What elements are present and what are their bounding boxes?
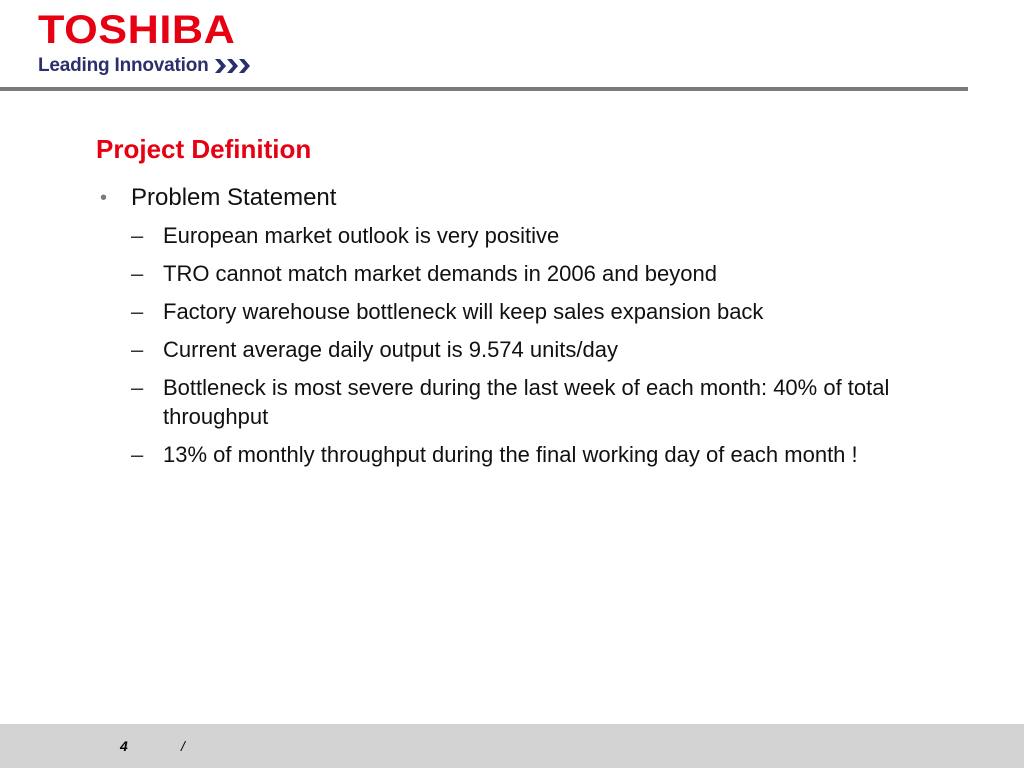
sub-bullet-list [100, 221, 970, 469]
dash-marker: – [131, 442, 144, 467]
list-item [131, 440, 970, 469]
bullet-text: TRO cannot match market demands in 2006 and beyond [163, 261, 717, 286]
page-number: 4 [120, 738, 128, 754]
list-item [131, 373, 970, 431]
bullet-text: 13% of monthly throughput during the final working day of each month ! [163, 442, 858, 467]
footer-bar [0, 724, 1024, 768]
header-divider [0, 87, 968, 91]
tagline-text: Leading Innovation [38, 55, 209, 76]
list-item [100, 183, 970, 213]
bullet-text: Bottleneck is most severe during the last week of each month: 40% of total throughput [163, 375, 890, 429]
page-title: Project Definition [96, 134, 312, 164]
bullet-marker: • [100, 187, 108, 209]
toshiba-logo [38, 8, 236, 52]
dash-marker: – [131, 261, 144, 286]
dash-marker: – [131, 375, 144, 400]
dash-marker: – [131, 223, 144, 248]
bullet-text: Current average daily output is 9.574 units/day [163, 337, 618, 362]
bullet-text: Problem Statement [131, 184, 337, 211]
tagline [38, 55, 253, 77]
bullet-text: European market outlook is very positive [163, 223, 560, 248]
dash-marker: – [131, 299, 144, 324]
list-item [131, 221, 970, 250]
page-separator: / [181, 738, 185, 754]
list-item [131, 297, 970, 326]
slide-content [100, 183, 970, 478]
dash-marker: – [131, 337, 144, 362]
list-item [131, 335, 970, 364]
triple-chevron-right-icon [215, 56, 253, 76]
brand-wordmark: TOSHIBA [38, 8, 236, 52]
bullet-text: Factory warehouse bottleneck will keep sales expansion back [163, 299, 764, 324]
list-item [131, 259, 970, 288]
